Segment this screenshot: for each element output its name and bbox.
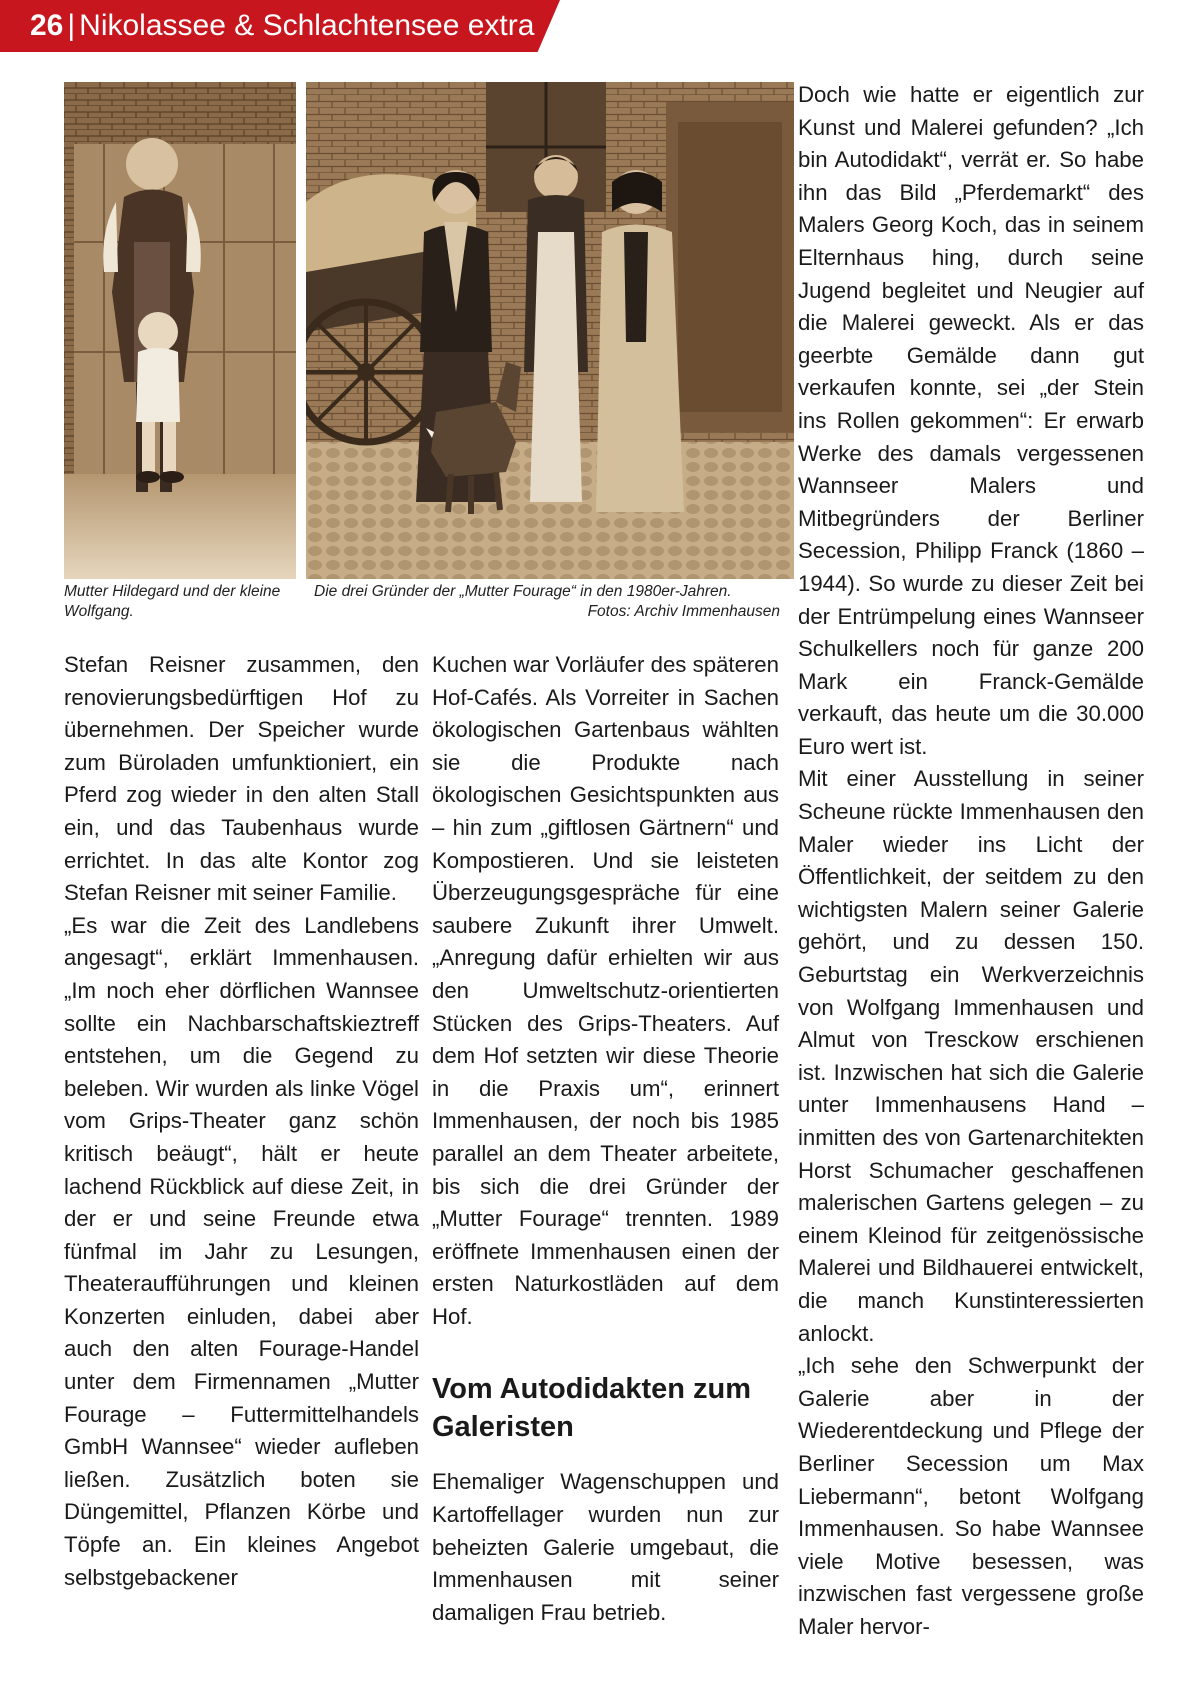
paragraph: Kuchen war Vorläufer des späteren Hof-Cafés. Als Vorreiter in Sachen ökologischen Gartenbaus wählten sie die Produkte nach ökologischen Gesichtspunkten aus – hin zum „giftlosen Gärtnern“ und Kompostieren. Und sie leisteten Überzeugungsgespräche für eine saubere Zukunft ihrer Umwelt. „Anregung dafür erhielten wir aus den Umweltschutz-orientierten Stücken des Grips-Theaters. Auf dem Hof setzten wir diese Theorie in die Praxis um“, erinnert Immenhausen, der noch bis 1985 parallel an dem Theater arbeitete, bis sich die drei Gründer der „Mutter Fourage“ trennten. 1989 eröffnete Immenhausen einen der ersten Naturkostläden auf dem Hof. — [432, 652, 779, 1329]
article-column-1 — [64, 649, 419, 1594]
photo-mother-and-child — [64, 82, 296, 579]
paragraph: Stefan Reisner zusammen, den renovierungsbedürftigen Hof zu übernehmen. Der Speicher wurde zum Büroladen umfunktioniert, ein Pferd zog wieder in den alten Stall ein, und das Taubenhaus wurde errichtet. In das alte Kontor zog Stefan Reisner mit seiner Familie. — [64, 652, 419, 906]
caption-right-text: Die drei Gründer der „Mutter Fourage“ in den 1980er-Jahren. — [314, 583, 732, 600]
paragraph: Mit einer Ausstellung in seiner Scheune rückte Immenhausen den Maler wieder ins Licht der Öffentlichkeit, der seitdem zu den wichtigsten Malern seiner Galerie gehört, und zu dessen 150. Geburtstag ein Werkverzeichnis von Wolfgang Immenhausen und Almut von Tresckow erschienen ist. Inzwischen hat sich die Galerie unter Immenhausens Hand – inmitten des von Gartenarchitekten Horst Schumacher geschaffenen malerischen Gartens gelegen – zu einem Kleinod für zeitgenössische Malerei und Bildhauerei entwickelt, die manch Kunstinteressierten anlockt. — [798, 766, 1144, 1346]
section-header — [30, 8, 534, 44]
caption-right — [306, 582, 794, 622]
paragraph: „Es war die Zeit des Landlebens angesagt“, erklärt Immenhausen. „Im noch eher dörflichen Wannsee sollte ein Nachbarschaftskieztreff entstehen, um die Gegend zu beleben. Wir wurden als linke Vögel vom Grips-Theater ganz schön kritisch beäugt“, hält er heute lachend Rückblick auf diese Zeit, in der er und seine Freunde etwa fünfmal im Jahr zu Lesungen, Theateraufführungen und kleinen Konzerten einluden, dabei aber auch den alten Fourage-Handel unter dem Firmennamen „Mutter Fourage – Futtermittelhandels GmbH Wannsee“ wieder aufleben ließen. Zusätzlich boten sie Düngemittel, Pflanzen Körbe und Töpfe an. Ein kleines Angebot selbstgebackener — [64, 912, 419, 1590]
article-subheading: Vom Autodidakten zum Galeristen — [432, 1373, 751, 1444]
section-title: Nikolassee & Schlachtensee extra — [79, 9, 535, 42]
paragraph: Doch wie hatte er eigentlich zur Kunst und Malerei gefunden? „Ich bin Autodidakt“, verrät er. So habe ihn das Bild „Pferdemarkt“ des Malers Georg Koch, das in seinem Elternhaus hing, durch seine Jugend begleitet und Neugier auf die Malerei geweckt. Als er das geerbte Gemälde dann gut verkaufen konnte, sei „der Stein ins Rollen gekommen“: Er erwarb Werke des damals vergessenen Wannseer Malers und Mitbegründers der Berliner Secession, Philipp Franck (1860 – 1944). So wurde zu dieser Zeit bei der Entrümpelung eines Wannseer Schulkellers noch für ganze 200 Mark ein Franck-Gemälde verkauft, das heute um die 30.000 Euro wert ist. — [798, 82, 1144, 759]
photo-credit: Fotos: Archiv Immenhausen — [587, 603, 780, 620]
caption-left: Mutter Hildegard und der kleine Wolfgang. — [64, 583, 281, 620]
page-number: 26 — [30, 9, 64, 42]
photo-three-founders — [306, 82, 794, 579]
header-separator: | — [67, 9, 76, 42]
article-column-3 — [798, 79, 1144, 1644]
article-column-2 — [432, 649, 779, 1629]
paragraph: Ehemaliger Wagenschuppen und Kartoffellager wurden nun zur beheizten Galerie umgebaut, die Immenhausen mit seiner damaligen Frau betrieb. — [432, 1469, 779, 1625]
paragraph: „Ich sehe den Schwerpunkt der Galerie aber in der Wiederentdeckung und Pflege der Berliner Secession um Max Liebermann“, betont Wolfgang Immenhausen. So habe Wannsee viele Motive besessen, was inzwischen fast vergessene große Maler hervor- — [798, 1353, 1144, 1639]
